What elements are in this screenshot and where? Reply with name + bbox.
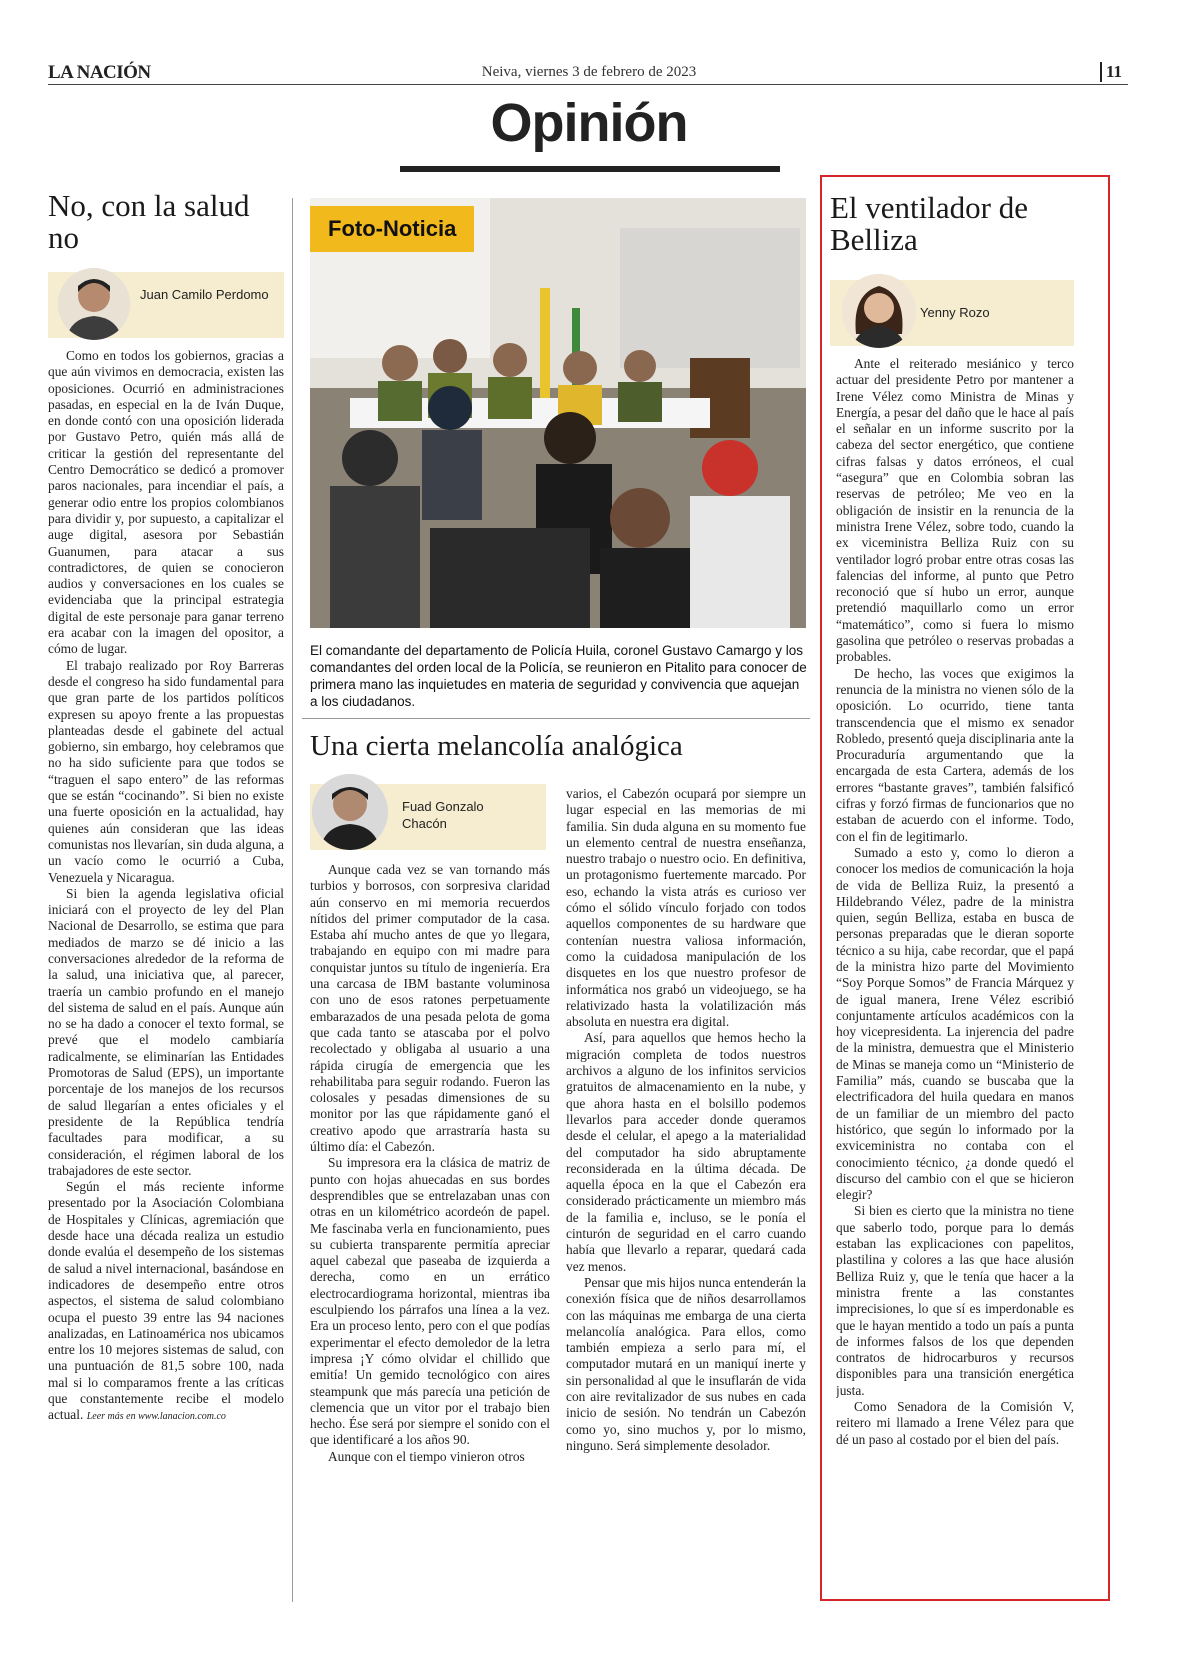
article-body-column-b xyxy=(566,786,806,1602)
paragraph: Su impresora era la clásica de matriz de punto con hojas ahuecadas en sus bordes desprendibles que se entrelazaban unas con otras en un kilométrico acordeón de papel. Me fascinaba verla en funcionamiento, pues su cubierta transparente permitía apreciar aquel cabezal que paseaba de izquierda a derecha, como en un errático electrocardiograma horizontal, mientras iba esculpiendo los párrafos una línea a la vez. Era un proceso lento, pero con el que podías experimentar el efecto demoledor de la letra impresa ¡Y cómo olvidar el chillido que emitía! Un gemido tecnológico con aires steampunk que más parecía una petición de clemencia que un vitor por el trabajo bien hecho. Ése será por siempre el sonido con el que identificaré a los años 90. xyxy=(310,1155,550,1448)
column-divider-1 xyxy=(292,198,293,1602)
paragraph: Como en todos los gobiernos, gracias a que aún vivimos en democracia, existen las oposiciones. Ocurrió en administraciones pasadas, en especial en la de Iván Duque, en donde contó con una oposición liderada por Gustavo Petro, quién más allá de criticar la gestión del representante del Centro Democrático se dedicó a promover paros nacionales, para incendiar el país, a generar odio entre los propios colombianos para dividir y, por supuesto, a capitalizar el auge digital, asesora por Sebastián Guanumen, para atacar a sus contradictores, de quien se conocieron audios y conversaciones en los cuales se evidenciaba que la principal estrategia digital de este personaje para ganar terreno era acabar con la imagen del opositor, a cómo de lugar. xyxy=(48,348,284,657)
author-byline xyxy=(48,272,284,338)
paragraph: Aunque con el tiempo vinieron otros xyxy=(328,1448,525,1464)
paragraph: Si bien es cierto que la ministra no tiene que saberlo todo, porque para lo demás estaban las explicaciones con papelitos, plastilina y colores a las que hace alusión Belliza Ruiz y, que le tenía que hacer a la ministra frente a las constantes imprecisiones, lo que sí es imperdonable es que le hayan mentido a todo un país a punta de informes falsos de los que dependen contratos de hidrocarburos y recursos disponibles para una transición energética justa. xyxy=(836,1203,1074,1398)
author-name: Yenny Rozo xyxy=(920,305,990,320)
author-photo xyxy=(842,274,916,348)
article-body-column-a xyxy=(310,862,550,1602)
article-body xyxy=(836,356,1074,1588)
masthead-rule xyxy=(48,84,1128,85)
paragraph: Así, para aquellos que hemos hecho la migración completa de todos nuestros archivos a alguno de los infinitos servicios gratuitos de almacenamiento en la nube, y que ahora hasta en el bolsillo podemos llevarlos para acceder donde queramos desde el celular, el apego a la materialidad del computador ha sido abruptamente reconsiderada en la última década. De aquella época en la que el Cabezón era considerado prácticamente un miembro más de la familia e, incluso, se le ponía el cinturón de seguridad en el carro cuando había que llevarlo a reparar, quedará cada vez menos. xyxy=(566,1030,806,1274)
photo-caption: El comandante del departamento de Policía Huila, coronel Gustavo Camargo y los comandantes del orden local de la Policía, se reunieron en Pitalito para conocer de primera mano las inquietudes en materia de seguridad y convivencia que aquejan a los ciudadanos. xyxy=(310,643,807,709)
read-more-link[interactable]: Leer más en www.lanacion.com.co xyxy=(86,1411,226,1423)
foto-noticia-tag: Foto-Noticia xyxy=(310,206,474,252)
paragraph xyxy=(48,1179,284,1425)
paragraph: De hecho, las voces que exigimos la renuncia de la ministra no vienen sólo de la oposición. Lo ocurrido, tiene tanta transcendencia que el mismo ex senador Robledo, presentó queja disciplinaria ante la Procuraduría argumentando que la encargada de esta Cartera, además de los errores “bastante graves”, también falsificó cifras y forzó firmas de funcionarios que no estaban de acuerdo con el informe. Todo, con el fin de legitimarlo. xyxy=(836,665,1074,844)
article-headline: El ventilador de Belliza xyxy=(830,190,1028,257)
paragraph: Sumado a esto y, como lo dieron a conocer los medios de comunicación la hoja de vida de Belliza Ruiz, la presentó a Hildebrando Vélez, padre de la ministra quien, según Belliza, estaba en busca de personas preparadas que le dieran soporte técnico a su hija, cabe recordar, que el papá de la ministra hizo parte del Movimiento “Soy Porque Somos” de Francia Márquez y de igual manera, Irene Vélez escribió conjuntamente artículos académicos con la hoy vicepresidenta. La injerencia del padre de la ministra, demuestra que el Ministerio de Minas se maneja como un “Ministerio de Familia” más, cuando se buscaba que la electrificadora del huila quedara en manos de un familiar de un miembro del pacto histórico, que según lo informado por la exviceministra no contaba con el conocimiento técnico, ¿a donde quedó el discurso del cambio con el que se hicieron elegir? xyxy=(836,844,1074,1203)
article-body xyxy=(48,348,284,1608)
paragraph: Aunque cada vez se van tornando más turbios y borrosos, con sorpresiva claridad aún conservo en mi memoria recuerdos nítidos del primer computador de la casa. Estaba ahí mucho antes de que yo llegara, trabajando en equipo con mi madre para conquistar juntos su título de ingeniería. Era una carcasa de IBM bastante voluminosa con uno de esos ratones perpetuamente embarazados de una pesada pelota de goma que cada tanto se atascaba por el polvo recolectado y obligaba al usuario a una rápida cirugía de emergencia que les rehabilitaba para seguir rodando. Fueron las colosales y pesadas dimensiones de su monitor por las que rápidamente ganó el creativo apodo que arrastraría hasta su último día: el Cabezón. xyxy=(310,862,550,1155)
article-headline: Una cierta melancolía analógica xyxy=(310,730,683,762)
paragraph: Como Senadora de la Comisión V, reitero mi llamado a Irene Vélez para que dé un paso al costado por el bien del país. xyxy=(836,1399,1074,1447)
author-byline xyxy=(830,280,1074,346)
meeting-photo-illustration xyxy=(310,198,806,628)
paragraph: varios, el Cabezón ocupará por siempre un lugar especial en las memorias de mi familia. Sin duda alguna en su momento fue un elemento central de nuestra enseñanza, nuestro trabajo o nuestro ocio. En definitiva, un protagonismo fuertemente marcado. Por eso, echando la vista atrás es curioso ver cómo el sólido vínculo forjado con todos aquellos componentes de su hardware que contenían nuestra valiosa información, como la cuidadosa manipulación de los disquetes en los que nuestro profesor de informática nos grabó un videojuego, se ha relativizado hasta la volatilización más absoluta en nuestra era digital. xyxy=(566,786,806,1030)
author-photo xyxy=(312,774,388,850)
issue-date: Neiva, viernes 3 de febrero de 2023 xyxy=(481,64,697,80)
paragraph: Pensar que mis hijos nunca entenderán la conexión física que de niños desarrollamos con las máquinas me embarga de una cierta melancolía analógica. Para ellos, como también empieza a serlo para mí, el computador mutará en un maniquí inerte y sin personalidad al que le insuflarán de vida con aire revitalizador de sus nubes en cada inicio de sesión. No tendrán un Cabezón como yo, sino muchos y, por lo mismo, ninguno. Será simplemente desolador. xyxy=(566,1274,806,1453)
page-number: 11 xyxy=(1100,62,1122,82)
paragraph-text: Según el más reciente informe presentado por la Asociación Colombiana de Hospitales y Clínicas, agremiación que desde hace una década realiza un estudio donde evalúa el desempeño de los sistemas de salud a nivel internacional, basándose en indicadores de desempeño entre otros aspectos, el sistema de salud colombiano ocupa el puesto 39 entre las 94 naciones analizadas, en Latinoamérica nos ubicamos entre los 10 mejores sistemas de salud, con una puntuación de 81,5 sobre 100, nada mal si lo comparamos frente a las críticas que constantemente recibe el modelo actual. xyxy=(48,1179,284,1423)
author-name: Juan Camilo Perdomo xyxy=(140,287,269,302)
news-photo xyxy=(310,198,806,628)
section-rule xyxy=(400,166,780,172)
article-headline: No, con la salud no xyxy=(48,188,250,255)
photo-divider xyxy=(302,718,810,719)
newspaper-logo: LA NACIÓN xyxy=(48,62,151,83)
paragraph: Ante el reiterado mesiánico y terco actuar del presidente Petro por mantener a Irene Vélez como Ministra de Minas y Energía, a pesar del daño que le hace al país el señalar en un informe suscrito por la cabeza del sector energético, que contiene cifras falsas y datos erróneos, el cual “asegura” que en Colombia sobran las reservas de petróleo; Me veo en la obligación de insistir en la renuncia de la ministra Irene Vélez, sobre todo, cuando la ex viceministra Belliza Ruiz con su ventilador logró probar entre otras cosas las falencias del informe, al punto que Petro reconoció que sí hubo un error, aunque pretendió maquillarlo como un error “matemático”, como si fuera lo mismo gasolina que petróleo o reservas probadas a probables. xyxy=(836,356,1074,665)
author-name: Fuad Gonzalo Chacón xyxy=(402,799,484,831)
paragraph: El trabajo realizado por Roy Barreras desde el congreso ha sido fundamental para que gran parte de los partidos políticos expresen su apoyo frente a las propuestas planteadas desde el gabinete del actual gobierno, sin embargo, hoy celebramos que no ha sido suficiente para que todos se “traguen el sapo entero” de las reformas que se están “cocinando”. Si bien no existe una fuerte oposición en la actualidad, hay quienes aún consideran que las ideas comunistas nos llevarían, sin duda alguna, a un vacío como le ocurrió a Cuba, Venezuela y Nicaragua. xyxy=(48,657,284,885)
section-title: Opinión xyxy=(490,93,688,153)
author-byline xyxy=(310,784,546,850)
author-photo xyxy=(58,268,130,340)
paragraph: Si bien la agenda legislativa oficial iniciará con el proyecto de ley del Plan Nacional de Desarrollo, se estima que para mediados de marzo se dé inicio a las conversaciones alrededor de la reforma de la salud, una iniciativa que, al parecer, traería un cambio profundo en el manejo del sistema de salud en el país. Aunque aún no se ha dado a conocer el texto formal, se prevé que el modelo cambiaría radicalmente, se eliminarían las Entidades Promotoras de Salud (EPS), un importante porcentaje de los manejos de los recursos de salud llegarían a entes oficiales y el presidente de la República tendría facultades para modificar, a su consideración, el régimen laboral de los trabajadores de este sector. xyxy=(48,885,284,1178)
